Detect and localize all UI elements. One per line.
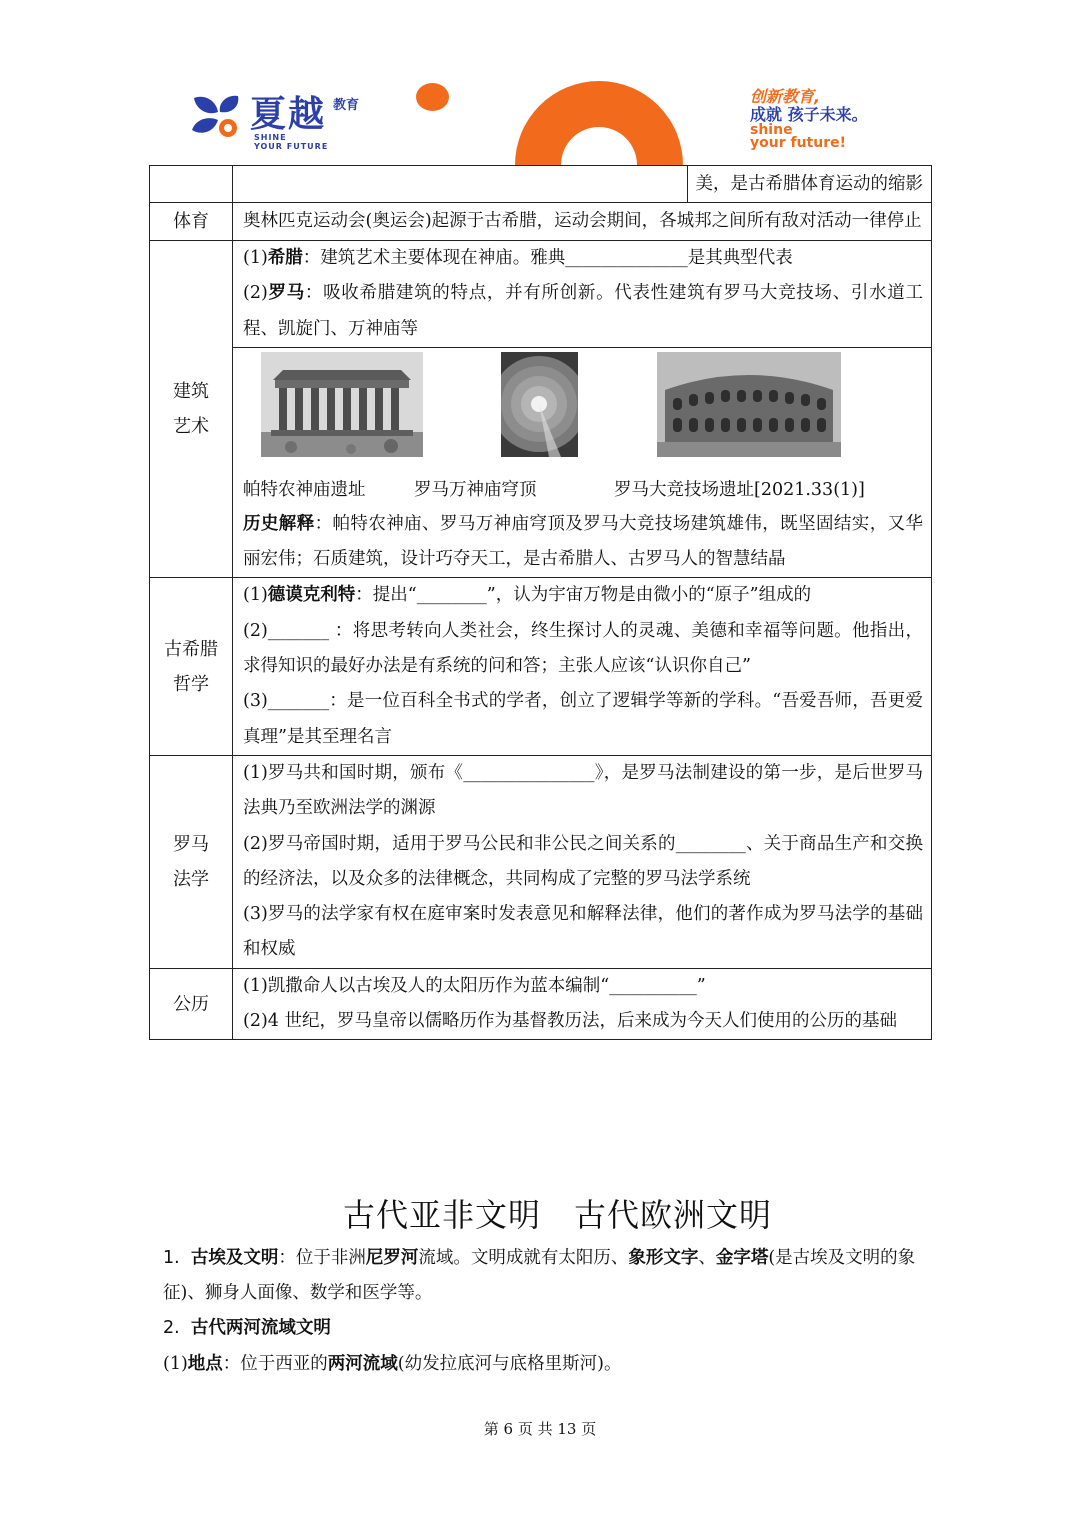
colosseum-photo	[657, 352, 841, 457]
p3-bold-2: 两河流域	[327, 1354, 398, 1374]
paragraph-mesopotamia-heading	[163, 1311, 923, 1346]
label-arch-1: 建筑	[173, 381, 209, 403]
law-line-1: (1)罗马共和国时期，颁布《_______________》，是罗马法制建设的第一步，是后世罗马法典乃至欧洲法学的渊源	[243, 762, 923, 819]
p1-text-2: 流域。文明成就有太阳历、	[418, 1248, 629, 1268]
paragraph-location	[163, 1347, 923, 1382]
brand-name: 夏越	[250, 94, 327, 135]
culture-table	[149, 165, 932, 1040]
label-law-2: 法学	[173, 868, 209, 890]
table-row	[150, 166, 932, 203]
slogan-line-1: 创新教育,	[750, 87, 821, 106]
label-calendar: 公历	[150, 968, 233, 1040]
law-line-3: (3)罗马的法学家有权在庭审案时发表意见和解释法律，他们的著作成为罗马法学的基础和权威	[243, 904, 923, 960]
caption-pantheon: 罗马万神庙穹顶	[414, 479, 537, 500]
photo-captions	[243, 473, 923, 507]
phil-line-2: (2)_______ ：将思考转向人类社会，终生探讨人的灵魂、美德和幸福等问题。他指出，求得知识的最好办法是有系统的问和答；主张人应该“认识你自己”	[243, 620, 923, 677]
arch-text-content	[233, 241, 932, 348]
brand-english	[254, 133, 328, 151]
orange-arc-decoration	[515, 76, 683, 165]
caption-parthenon: 帕特农神庙遗址	[243, 479, 366, 500]
brand-sub: 教育	[333, 98, 360, 113]
label-phil-1: 古希腊	[164, 638, 218, 660]
arch-expl-text: ：帕特农神庙、罗马万神庙穹顶及罗马大竞技场建筑雄伟，既坚固结实，又华丽宏伟；石质建筑，设计巧夺天工，是古希腊人、古罗马人的智慧结晶	[243, 513, 924, 570]
label-arch-2: 艺术	[173, 416, 209, 438]
empty-label-cell	[150, 166, 233, 203]
arch-line-2	[243, 276, 923, 347]
pe-content: 奥林匹克运动会(奥运会)起源于古希腊，运动会期间，各城邦之间所有敌对活动一律停止	[233, 203, 932, 241]
label-law	[150, 755, 233, 968]
label-pe: 体育	[150, 203, 233, 241]
cal-line-2: (2)4 世纪，罗马皇帝以儒略历作为基督教历法，后来成为今天人们使用的公历的基础	[243, 1011, 897, 1032]
page-footer: 第 6 页 共 13 页	[483, 1420, 597, 1438]
row0-text: 美，是古希腊体育运动的缩影	[687, 166, 932, 202]
p1-bold-4: 金字塔	[715, 1248, 769, 1268]
caption-colosseum: 罗马大竞技场遗址[2021.33(1)]	[614, 479, 865, 500]
pantheon-dome-photo	[501, 352, 578, 457]
p3-text-2: (幼发拉底河与底格里斯河)。	[397, 1354, 622, 1374]
arch-l2-text: ：吸收希腊建筑的特点，并有所创新。代表性建筑有罗马大竞技场、引水道工程、凯旋门、万神庙等	[243, 283, 924, 339]
p1-text-1: ：位于非洲	[278, 1248, 366, 1268]
label-philosophy	[150, 578, 233, 755]
p2-number: 2.	[163, 1318, 180, 1338]
slogan-line-4: your future!	[750, 135, 846, 151]
brand-en-line-1: SHINE	[254, 133, 287, 142]
arch-line-1	[243, 241, 923, 276]
brand-en-line-2: YOUR FUTURE	[254, 142, 329, 151]
arch-explanation	[243, 507, 923, 578]
slogan	[750, 88, 868, 150]
arch-l1-bold: 希腊	[267, 248, 303, 268]
arch-l1-suffix: 是其典型代表	[687, 248, 793, 268]
arch-l1-prefix: (1)	[243, 248, 268, 268]
p3-bold: 地点	[187, 1354, 223, 1374]
p1-bold: 古埃及文明	[190, 1248, 279, 1268]
paragraph-egypt	[163, 1241, 923, 1311]
table-row-law	[150, 755, 932, 968]
phil-l1-text: ：提出“________”，认为宇宙万物是由微小的“原子”组成的	[355, 585, 812, 606]
p3-prefix: (1)	[163, 1354, 188, 1374]
slogan-line-3: shine	[750, 122, 793, 138]
philosophy-content	[233, 578, 932, 755]
label-phil-2: 哲学	[173, 673, 209, 695]
p1-text-3: 、	[698, 1248, 716, 1268]
section-title: 古代亚非文明 古代欧洲文明	[342, 1196, 772, 1234]
phil-line-3: (3)_______：是一位百科全书式的学者，创立了逻辑学等新的学科。“吾爱吾师，吾更爱真理”是其至理名言	[243, 691, 923, 747]
page-header	[0, 0, 1080, 165]
table-row-philosophy	[150, 578, 932, 755]
photo-strip	[243, 348, 923, 473]
phil-l1-bold: 德谟克利特	[267, 585, 356, 606]
phil-line-1	[243, 578, 923, 613]
arch-l2-prefix: (2)	[243, 283, 268, 304]
label-law-1: 罗马	[173, 833, 209, 855]
p1-text-4: (是古埃及文明的象征)、狮身人面像、数学和医学等。	[163, 1248, 916, 1303]
arch-l2-bold: 罗马	[267, 283, 305, 304]
p2-bold: 古代两河流域文明	[190, 1318, 331, 1338]
label-arch	[150, 241, 233, 578]
p1-bold-2: 尼罗河	[365, 1248, 419, 1268]
phil-l1-prefix: (1)	[243, 585, 268, 606]
law-content	[233, 755, 932, 968]
calendar-content	[233, 968, 932, 1040]
arch-l1-blank: ______________	[565, 248, 688, 268]
row0-content	[233, 166, 932, 203]
orange-dot-decoration	[416, 83, 449, 111]
table-row-calendar	[150, 968, 932, 1040]
cal-line-1: (1)凯撒命人以古埃及人的太阳历作为蓝本编制“__________”	[243, 975, 706, 996]
parthenon-photo	[261, 352, 423, 457]
p1-number: 1.	[163, 1248, 180, 1268]
arch-photo-content	[233, 347, 932, 578]
table-row-pe	[150, 203, 932, 241]
slogan-line-2: 成就 孩子未来。	[750, 105, 868, 124]
arch-l1-text: ：建筑艺术主要体现在神庙。雅典	[302, 248, 566, 268]
p3-text-1: ：位于西亚的	[222, 1354, 328, 1374]
table-row-arch	[150, 241, 932, 348]
table-row-arch-photos	[150, 347, 932, 578]
law-line-2: (2)罗马帝国时期，适用于罗马公民和非公民之间关系的________、关于商品生产和交换的经济法，以及众多的法律概念，共同构成了完整的罗马法学系统	[243, 833, 923, 889]
arch-expl-bold: 历史解释	[243, 513, 315, 534]
p1-bold-3: 象形文字	[628, 1248, 699, 1268]
